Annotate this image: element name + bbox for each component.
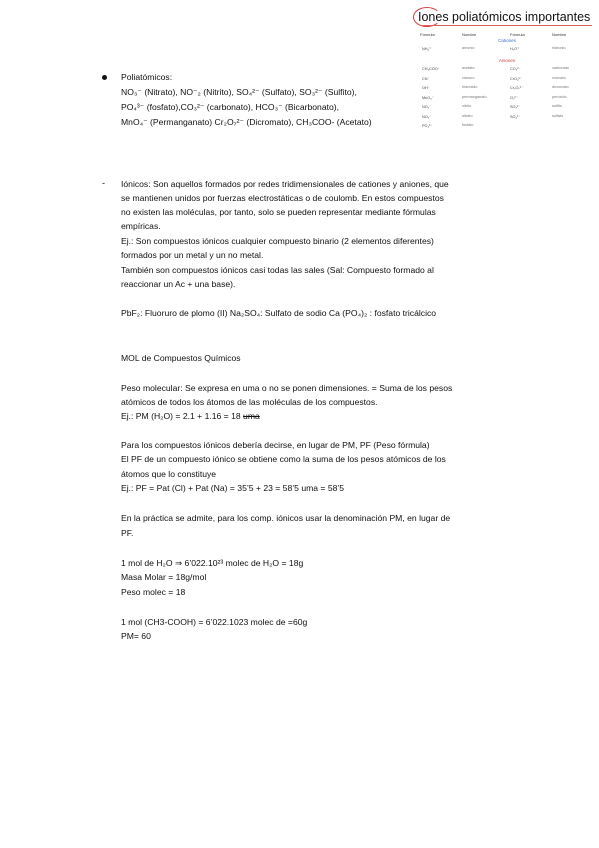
- table-cell: O₂²⁻: [510, 95, 518, 100]
- table-cell: sulfito: [552, 104, 562, 108]
- mol-acetic-line: 1 mol (CH3-COOH) = 6’022.1023 molec de =60g: [121, 617, 308, 627]
- table-cell: NO₃⁻: [422, 114, 432, 119]
- table-cell: acetato: [462, 66, 475, 70]
- table-cell: carbonato: [552, 66, 569, 70]
- section-aniones: Aniones: [498, 58, 516, 63]
- pf-line: Ej.: PF = Pat (Cl) + Pat (Na) = 35’5 + 23 = 58’5 uma = 58’5: [121, 483, 345, 493]
- ej-pm-line: [121, 410, 260, 423]
- pf-line: El PF de un compuesto iónico se obtiene como la suma de los pesos atómicos de los: [121, 454, 446, 464]
- ej-pm-struck-unit: uma: [243, 411, 260, 421]
- table-cell: nitrato: [462, 113, 473, 118]
- table-cell: fosfato: [462, 123, 474, 127]
- poliatomicos-line: NO₃⁻ (Nitrato), NO⁻₂ (Nitrito), SO₄²⁻ (Sulfato), SO₃²⁻ (Sulfito),: [121, 87, 357, 97]
- title-underline: [420, 25, 592, 26]
- table-cell: PO₄³⁻: [422, 124, 433, 128]
- table-cell: CO₃²⁻: [510, 67, 521, 71]
- table-cell: OH⁻: [422, 86, 430, 90]
- dash-bullet: -: [102, 178, 105, 188]
- header-name-1: Nombre: [462, 32, 477, 37]
- table-cell: SO₃²⁻: [510, 105, 521, 109]
- section-cationes: Cationes: [498, 38, 516, 43]
- peso-line: Peso molecular: Se expresa en uma o no se ponen dimensiones. = Suma de los pesos: [121, 383, 453, 393]
- mol-h2o-line: 1 mol de H₂O ⇒ 6’022.10²³ molec de H₂O = 18g: [121, 558, 304, 568]
- table-cell: sulfato: [552, 113, 564, 118]
- pf-line: átomos que lo constituye: [121, 469, 217, 479]
- ej-pm-text: Ej.: PM (H₂O) = 2.1 + 1.16 = 18: [121, 411, 244, 421]
- ionicos-line: Ej.: Son compuestos iónicos cualquier compuesto binario (2 elementos diferentes): [121, 236, 434, 246]
- ionicos-examples: PbF₂: Fluoruro de plomo (II) Na₂SO₄: Sulfato de sodio Ca (PO₄)₂ : fosfato tricálcico: [121, 308, 437, 318]
- table-cell: MnO₄⁻: [422, 95, 434, 100]
- table-cell: cianuro: [462, 75, 475, 80]
- table-cell: cromato: [552, 75, 566, 80]
- header-name-2: Nombre: [552, 32, 567, 37]
- table-cell: H₃O⁺: [510, 47, 520, 51]
- practica-line: PF.: [121, 528, 134, 538]
- table-cell: permanganato: [462, 94, 487, 99]
- ionicos-line: empíricas.: [121, 221, 161, 231]
- table-cell: NH₄⁺: [422, 47, 432, 51]
- peso-line: atómicos de todos los átomos de las moléculas de los compuestos.: [121, 397, 378, 407]
- poliatomicos-heading: Poliatómicos:: [121, 72, 173, 82]
- table-cell: CrO₄²⁻: [510, 76, 522, 81]
- table-cell: CH₃COO⁻: [422, 67, 440, 71]
- header-formula-1: Fórmula: [420, 32, 435, 37]
- mol-h2o-line: Masa Molar = 18g/mol: [121, 572, 207, 582]
- ionicos-line: formados por un metal y un no metal.: [121, 250, 264, 260]
- ionicos-line: También son compuestos iónicos casi todas las sales (Sal: Compuesto formado al: [121, 265, 434, 275]
- table-cell: SO₄²⁻: [510, 114, 521, 119]
- ionicos-line: Iónicos: Son aquellos formados por redes tridimensionales de cationes y aniones, que: [121, 179, 449, 189]
- poliatomicos-line: PO₄³⁻ (fosfato),CO₃²⁻ (carbonato), HCO₃⁻ (Bicarbonato),: [121, 102, 340, 112]
- ionicos-line: se mantienen unidos por fuerzas electrostáticas o de coulomb. En estos compuestos: [121, 193, 444, 203]
- table-cell: hidronio: [552, 46, 566, 50]
- table-cell: hidróxido: [462, 85, 478, 89]
- table-cell: peróxido: [552, 94, 567, 99]
- table-cell: Cr₂O₇²⁻: [510, 86, 524, 90]
- table-cell: CN⁻: [422, 76, 430, 81]
- table-cell: dicromato: [552, 85, 569, 89]
- ionicos-line: no existen las moléculas, por tanto, solo se pueden representar mediante fórmulas: [121, 207, 436, 217]
- table-cell: NO₂⁻: [422, 105, 432, 109]
- mol-heading: MOL de Compuestos Químicos: [121, 353, 241, 363]
- mol-acetic-line: PM= 60: [121, 631, 151, 641]
- ionicos-line: reaccionar un Ac + una base).: [121, 279, 236, 289]
- poliatomicos-line: MnO₄⁻ (Permanganato) Cr₂O₇²⁻ (Dicromato), CH₃COO- (Acetato): [121, 117, 372, 127]
- bullet-dot: [102, 75, 107, 80]
- pf-line: Para los compuestos iónicos debería decirse, en lugar de PM, PF (Peso fórmula): [121, 440, 430, 450]
- practica-line: En la práctica se admite, para los comp. iónicos usar la denominación PM, en lugar de: [121, 513, 451, 523]
- table-title: Iones poliatómicos importantes: [418, 10, 591, 24]
- polyatomic-ions-table-image: [418, 8, 596, 136]
- table-cell: nitrito: [462, 104, 472, 108]
- table-cell: amonio: [462, 46, 475, 50]
- mol-h2o-line: Peso molec = 18: [121, 587, 186, 597]
- header-formula-2: Fórmula: [510, 32, 525, 37]
